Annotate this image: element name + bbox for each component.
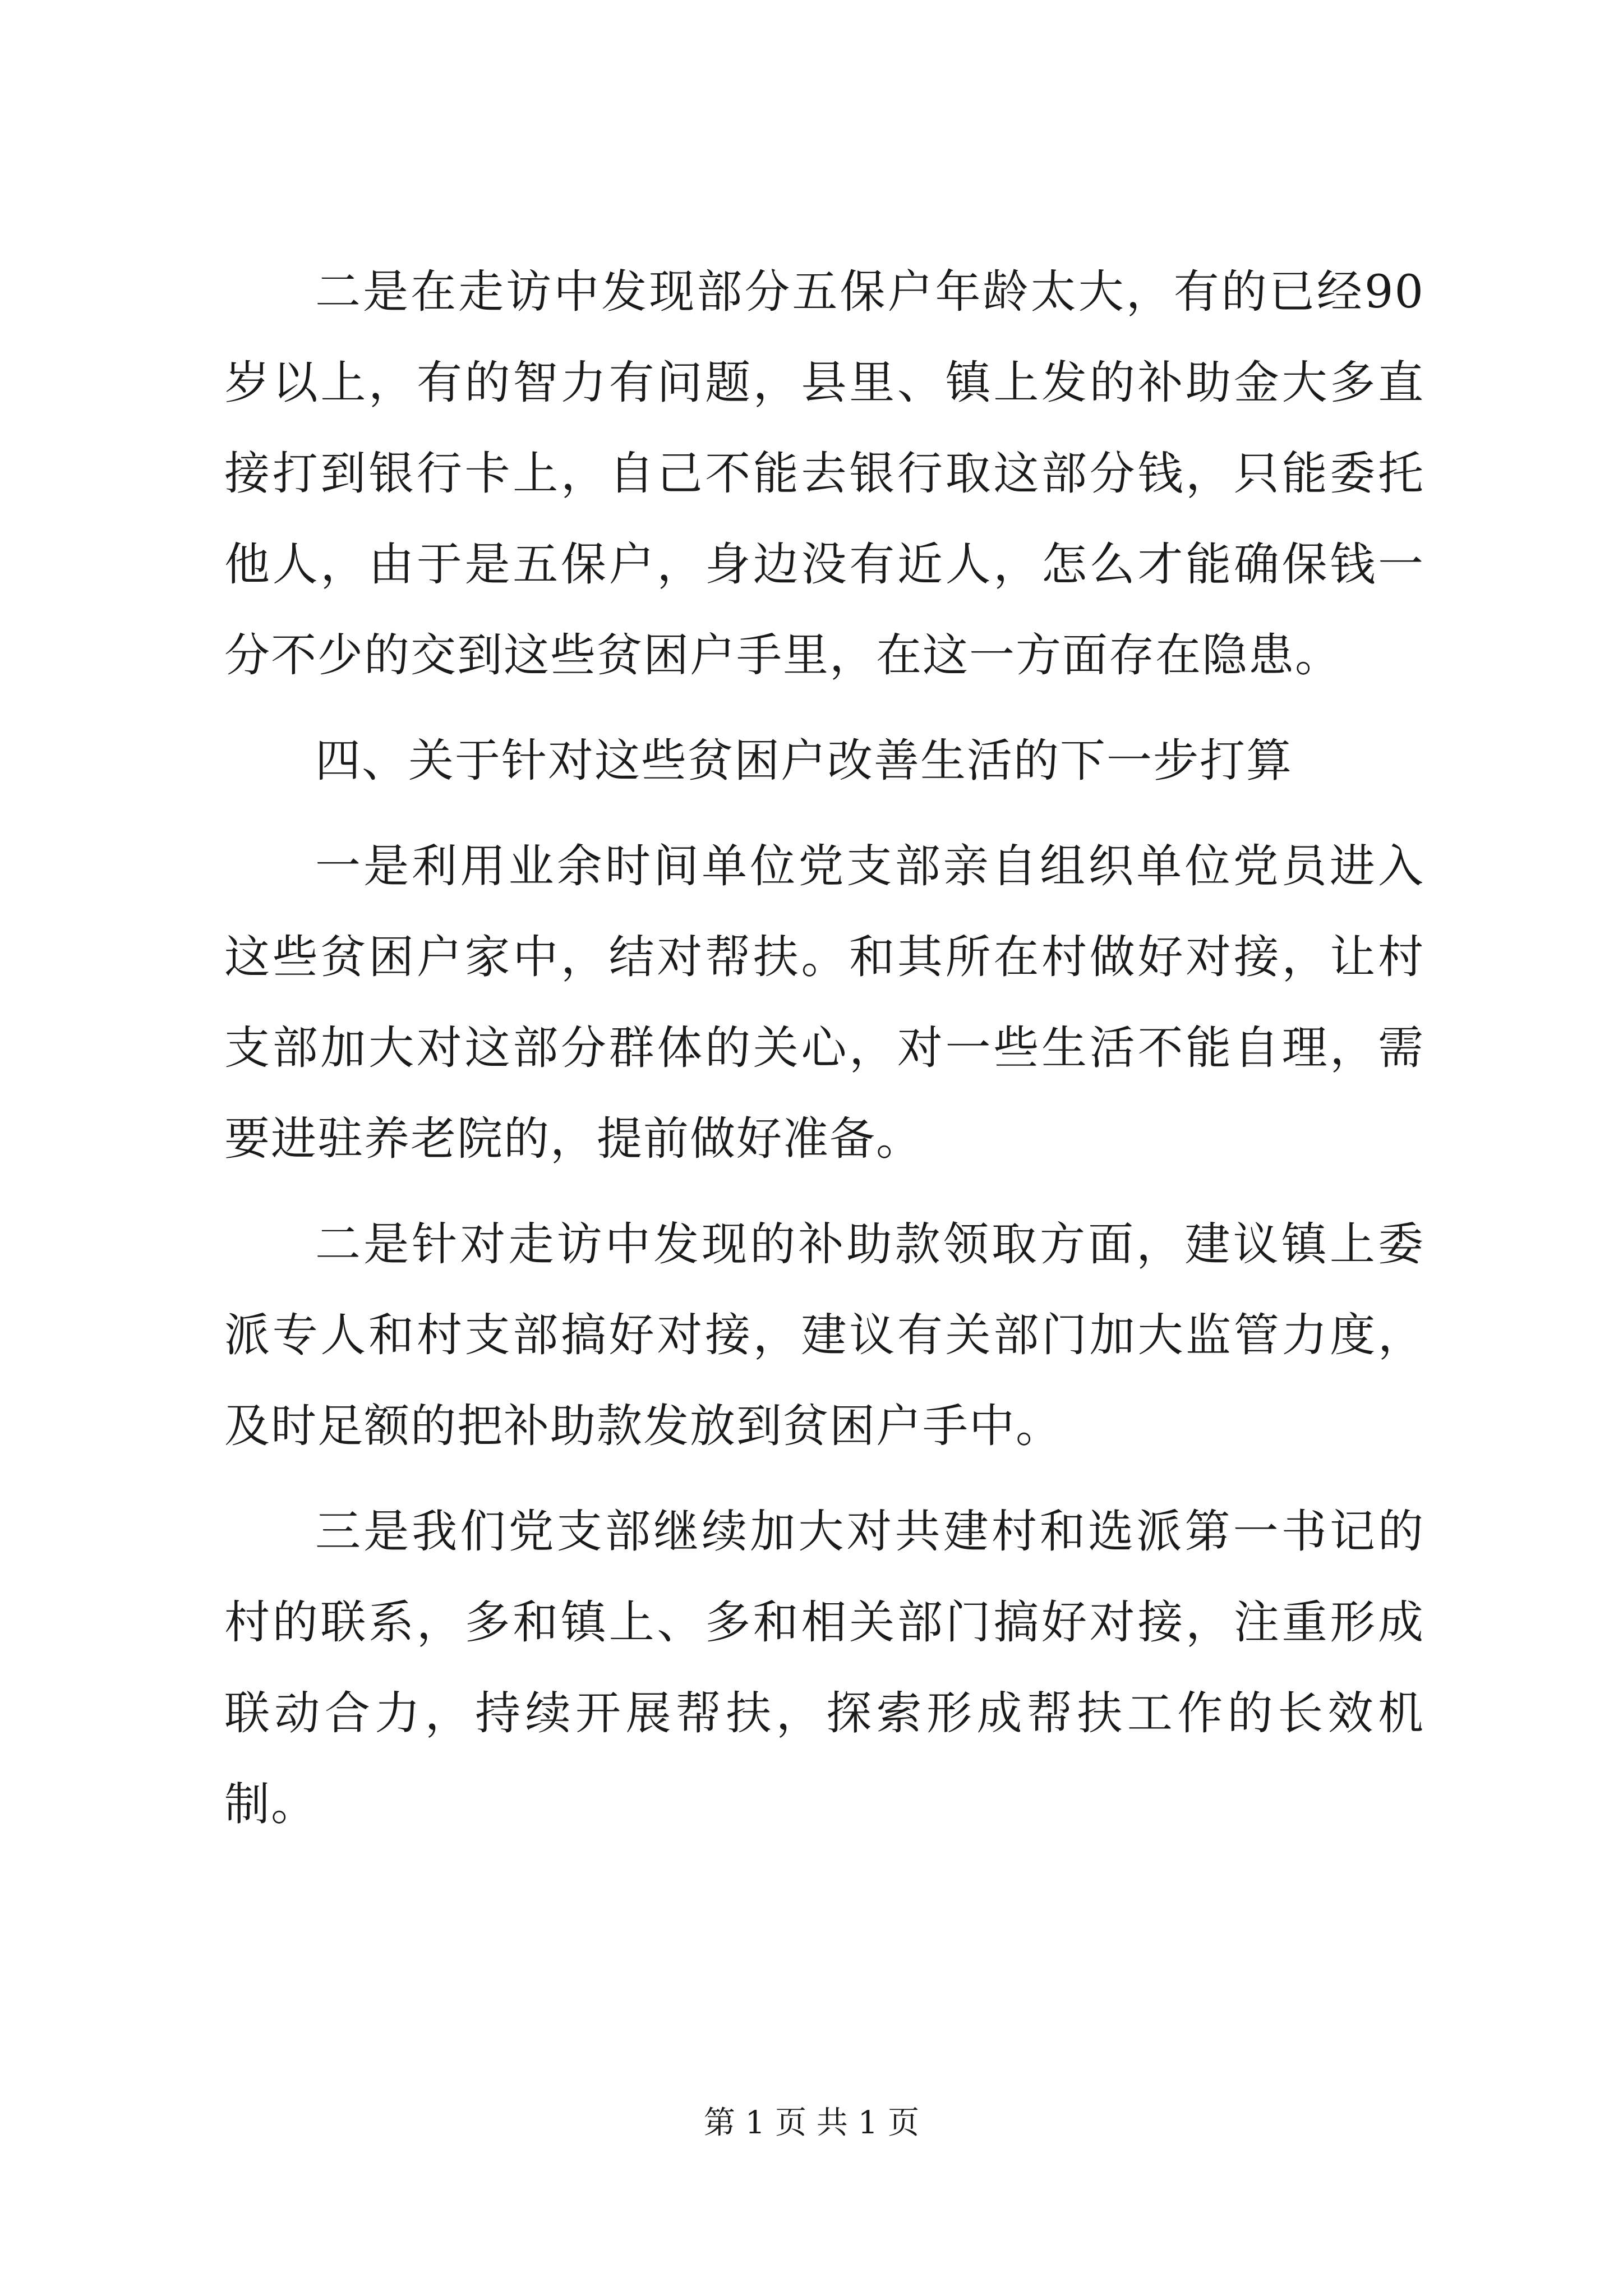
paragraph-elderly-subsidy-issue: 二是在走访中发现部分五保户年龄太大，有的已经90岁以上，有的智力有问题，县里、镇上发的补助金大多直接打到银行卡上，自己不能去银行取这部分钱，只能委托他人，由于是五保户，身边没有近人，怎么才能确保钱一分不少的交到这些贫困户手里，在这一方面存在隐患。 [224, 266, 1424, 682]
paragraph-party-branch-pairing: 一是利用业余时间单位党支部亲自组织单位党员进入这些贫困户家中，结对帮扶。和其所在村做好对接，让村支部加大对这部分群体的关心，对一些生活不能自理，需要进驻养老院的，提前做好准备。 [224, 840, 1424, 1166]
page-footer: 第 1 页 共 1 页 [703, 2105, 920, 2141]
section-heading-next-steps: 四、关于针对这些贫困户改善生活的下一步打算 [315, 735, 1293, 788]
document-body [224, 247, 1424, 1865]
paragraph-subsidy-supervision: 二是针对走访中发现的补助款领取方面，建议镇上委派专人和村支部搞好对接，建议有关部门加大监管力度，及时足额的把补助款发放到贫困户手中。 [224, 1218, 1424, 1453]
paragraph-long-term-mechanism: 三是我们党支部继续加大对共建村和选派第一书记的村的联系，多和镇上、多和相关部门搞好对接，注重形成联动合力，持续开展帮扶，探索形成帮扶工作的长效机制。 [224, 1506, 1424, 1831]
